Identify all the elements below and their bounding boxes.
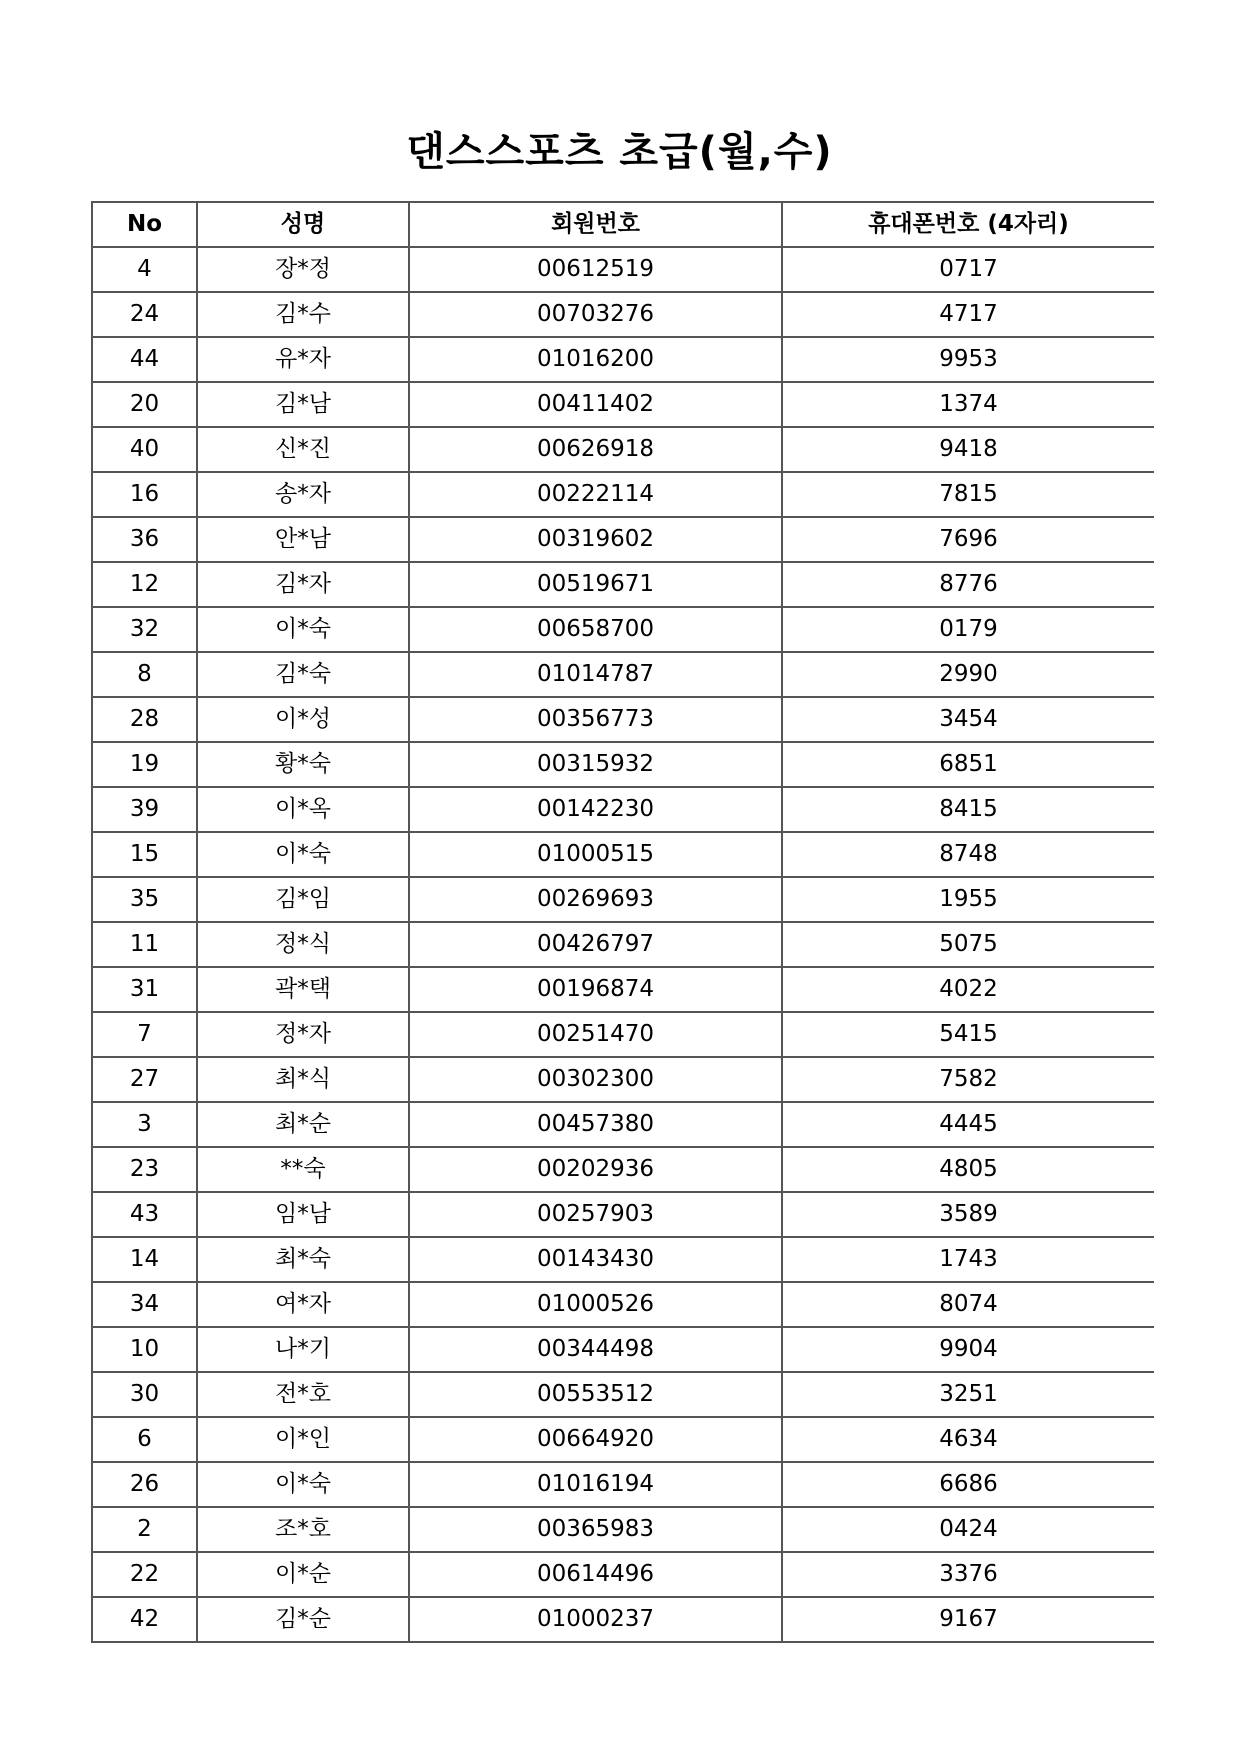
cell-no: 34 <box>92 1282 197 1327</box>
cell-member-number: 00365983 <box>409 1507 782 1552</box>
cell-phone-last4: 0179 <box>782 607 1154 652</box>
cell-member-number: 00426797 <box>409 922 782 967</box>
cell-phone-last4: 8074 <box>782 1282 1154 1327</box>
cell-no: 6 <box>92 1417 197 1462</box>
cell-name: 정*식 <box>197 922 409 967</box>
cell-member-number: 00257903 <box>409 1192 782 1237</box>
cell-name: 황*숙 <box>197 742 409 787</box>
cell-member-number: 01014787 <box>409 652 782 697</box>
cell-member-number: 00302300 <box>409 1057 782 1102</box>
cell-member-number: 00344498 <box>409 1327 782 1372</box>
cell-no: 22 <box>92 1552 197 1597</box>
cell-no: 3 <box>92 1102 197 1147</box>
cell-no: 24 <box>92 292 197 337</box>
cell-member-number: 00612519 <box>409 247 782 292</box>
cell-no: 8 <box>92 652 197 697</box>
table-row <box>92 1552 1154 1597</box>
cell-phone-last4: 0424 <box>782 1507 1154 1552</box>
cell-no: 12 <box>92 562 197 607</box>
cell-phone-last4: 3589 <box>782 1192 1154 1237</box>
cell-member-number: 00251470 <box>409 1012 782 1057</box>
table-row <box>92 652 1154 697</box>
cell-phone-last4: 0717 <box>782 247 1154 292</box>
cell-phone-last4: 2990 <box>782 652 1154 697</box>
cell-phone-last4: 7815 <box>782 472 1154 517</box>
cell-no: 4 <box>92 247 197 292</box>
cell-phone-last4: 4022 <box>782 967 1154 1012</box>
cell-name: 여*자 <box>197 1282 409 1327</box>
table-body <box>92 247 1154 1642</box>
cell-phone-last4: 1374 <box>782 382 1154 427</box>
header-member-number: 회원번호 <box>409 202 782 247</box>
cell-no: 2 <box>92 1507 197 1552</box>
cell-member-number: 00222114 <box>409 472 782 517</box>
cell-name: 최*순 <box>197 1102 409 1147</box>
cell-member-number: 00143430 <box>409 1237 782 1282</box>
cell-name: 안*남 <box>197 517 409 562</box>
cell-name: 송*자 <box>197 472 409 517</box>
cell-name: 이*순 <box>197 1552 409 1597</box>
cell-name: 김*숙 <box>197 652 409 697</box>
cell-member-number: 00142230 <box>409 787 782 832</box>
table-row <box>92 1417 1154 1462</box>
cell-member-number: 00519671 <box>409 562 782 607</box>
cell-member-number: 00269693 <box>409 877 782 922</box>
cell-phone-last4: 4445 <box>782 1102 1154 1147</box>
table-row <box>92 787 1154 832</box>
cell-member-number: 00319602 <box>409 517 782 562</box>
cell-name: 이*숙 <box>197 1462 409 1507</box>
cell-name: 김*임 <box>197 877 409 922</box>
cell-no: 44 <box>92 337 197 382</box>
cell-phone-last4: 8415 <box>782 787 1154 832</box>
cell-no: 28 <box>92 697 197 742</box>
cell-name: 이*숙 <box>197 607 409 652</box>
cell-name: 이*인 <box>197 1417 409 1462</box>
cell-no: 11 <box>92 922 197 967</box>
table-row <box>92 1237 1154 1282</box>
table-row <box>92 382 1154 427</box>
cell-no: 16 <box>92 472 197 517</box>
cell-no: 23 <box>92 1147 197 1192</box>
cell-no: 31 <box>92 967 197 1012</box>
table-row <box>92 292 1154 337</box>
cell-member-number: 00457380 <box>409 1102 782 1147</box>
cell-member-number: 00356773 <box>409 697 782 742</box>
cell-no: 39 <box>92 787 197 832</box>
table-row <box>92 1597 1154 1642</box>
cell-name: 김*순 <box>197 1597 409 1642</box>
member-table-container <box>91 201 1154 1691</box>
cell-name: 임*남 <box>197 1192 409 1237</box>
cell-name: 최*식 <box>197 1057 409 1102</box>
table-row <box>92 1282 1154 1327</box>
cell-name: 장*정 <box>197 247 409 292</box>
cell-name: 나*기 <box>197 1327 409 1372</box>
cell-member-number: 00196874 <box>409 967 782 1012</box>
cell-name: 이*성 <box>197 697 409 742</box>
cell-phone-last4: 1743 <box>782 1237 1154 1282</box>
cell-no: 42 <box>92 1597 197 1642</box>
table-row <box>92 742 1154 787</box>
cell-no: 19 <box>92 742 197 787</box>
cell-no: 30 <box>92 1372 197 1417</box>
table-row <box>92 1327 1154 1372</box>
cell-phone-last4: 4717 <box>782 292 1154 337</box>
table-row <box>92 1192 1154 1237</box>
cell-no: 27 <box>92 1057 197 1102</box>
table-row <box>92 697 1154 742</box>
cell-member-number: 01016194 <box>409 1462 782 1507</box>
cell-member-number: 01016200 <box>409 337 782 382</box>
cell-name: 곽*택 <box>197 967 409 1012</box>
cell-phone-last4: 8748 <box>782 832 1154 877</box>
cell-member-number: 00411402 <box>409 382 782 427</box>
cell-name: 최*숙 <box>197 1237 409 1282</box>
cell-name: 이*숙 <box>197 832 409 877</box>
table-row <box>92 922 1154 967</box>
cell-name: 신*진 <box>197 427 409 472</box>
cell-member-number: 00202936 <box>409 1147 782 1192</box>
table-header-row <box>92 202 1154 247</box>
cell-name: 김*남 <box>197 382 409 427</box>
cell-phone-last4: 4634 <box>782 1417 1154 1462</box>
cell-no: 10 <box>92 1327 197 1372</box>
cell-name: 김*자 <box>197 562 409 607</box>
page-title: 댄스스포츠 초급(월,수) <box>406 129 833 175</box>
table-row <box>92 472 1154 517</box>
cell-member-number: 01000515 <box>409 832 782 877</box>
cell-name: 김*수 <box>197 292 409 337</box>
cell-phone-last4: 3376 <box>782 1552 1154 1597</box>
cell-phone-last4: 1955 <box>782 877 1154 922</box>
cell-name: **숙 <box>197 1147 409 1192</box>
table-row <box>92 1462 1154 1507</box>
table-row <box>92 607 1154 652</box>
cell-name: 유*자 <box>197 337 409 382</box>
cell-member-number: 00626918 <box>409 427 782 472</box>
cell-no: 35 <box>92 877 197 922</box>
cell-no: 40 <box>92 427 197 472</box>
cell-no: 7 <box>92 1012 197 1057</box>
cell-member-number: 00315932 <box>409 742 782 787</box>
cell-member-number: 00664920 <box>409 1417 782 1462</box>
table-row <box>92 337 1154 382</box>
table-row <box>92 427 1154 472</box>
cell-name: 정*자 <box>197 1012 409 1057</box>
cell-phone-last4: 3454 <box>782 697 1154 742</box>
table-row <box>92 1147 1154 1192</box>
table-row <box>92 1102 1154 1147</box>
cell-phone-last4: 3251 <box>782 1372 1154 1417</box>
cell-phone-last4: 6851 <box>782 742 1154 787</box>
cell-phone-last4: 9953 <box>782 337 1154 382</box>
table-row <box>92 1057 1154 1102</box>
cell-member-number: 00703276 <box>409 292 782 337</box>
table-row <box>92 247 1154 292</box>
table-row <box>92 1372 1154 1417</box>
cell-no: 26 <box>92 1462 197 1507</box>
cell-phone-last4: 9167 <box>782 1597 1154 1642</box>
cell-no: 14 <box>92 1237 197 1282</box>
table-row <box>92 877 1154 922</box>
cell-member-number: 00614496 <box>409 1552 782 1597</box>
header-no: No <box>92 202 197 247</box>
table-row <box>92 967 1154 1012</box>
cell-member-number: 00658700 <box>409 607 782 652</box>
cell-phone-last4: 4805 <box>782 1147 1154 1192</box>
header-name: 성명 <box>197 202 409 247</box>
cell-phone-last4: 9418 <box>782 427 1154 472</box>
cell-no: 32 <box>92 607 197 652</box>
cell-no: 20 <box>92 382 197 427</box>
table-row <box>92 517 1154 562</box>
cell-member-number: 01000526 <box>409 1282 782 1327</box>
cell-phone-last4: 8776 <box>782 562 1154 607</box>
cell-no: 43 <box>92 1192 197 1237</box>
cell-name: 조*호 <box>197 1507 409 1552</box>
cell-phone-last4: 9904 <box>782 1327 1154 1372</box>
cell-name: 전*호 <box>197 1372 409 1417</box>
header-phone-last4: 휴대폰번호 (4자리) <box>782 202 1154 247</box>
cell-phone-last4: 7696 <box>782 517 1154 562</box>
cell-no: 15 <box>92 832 197 877</box>
table-row <box>92 1012 1154 1057</box>
cell-member-number: 00553512 <box>409 1372 782 1417</box>
table-row <box>92 832 1154 877</box>
cell-member-number: 01000237 <box>409 1597 782 1642</box>
member-table <box>91 201 1154 1643</box>
cell-no: 36 <box>92 517 197 562</box>
cell-phone-last4: 5075 <box>782 922 1154 967</box>
cell-name: 이*옥 <box>197 787 409 832</box>
cell-phone-last4: 5415 <box>782 1012 1154 1057</box>
cell-phone-last4: 6686 <box>782 1462 1154 1507</box>
table-row <box>92 562 1154 607</box>
cell-phone-last4: 7582 <box>782 1057 1154 1102</box>
table-row <box>92 1507 1154 1552</box>
